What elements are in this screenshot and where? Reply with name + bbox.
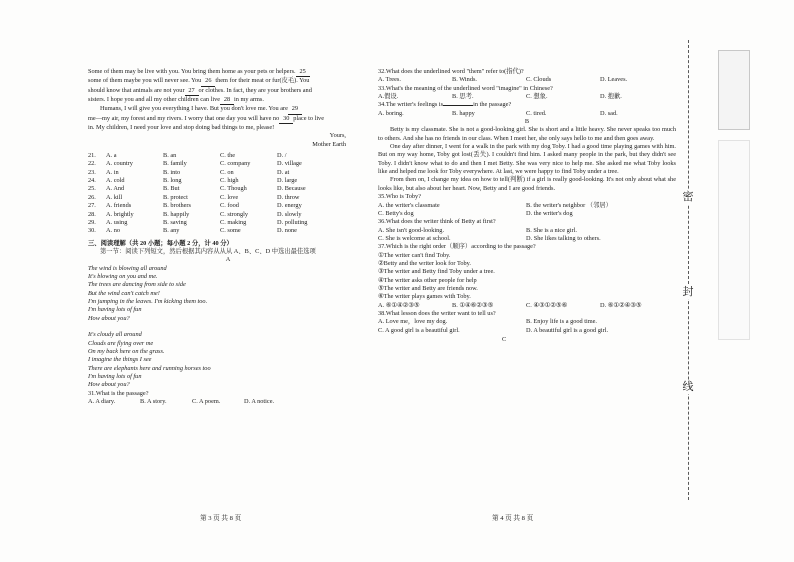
- passage-line: Humans, I will give you everything I have. But you don't love me. You are 29: [88, 105, 368, 114]
- option: C. ④③①②⑤⑥: [526, 301, 568, 309]
- question-number: 30.: [88, 227, 96, 235]
- poem-line: How about you?: [88, 381, 130, 389]
- poem-line: [88, 323, 368, 331]
- option: D. Leaves.: [600, 76, 628, 84]
- option: B. into: [163, 168, 181, 176]
- poem-line: The trees are dancing from side to side: [88, 281, 186, 289]
- question-36: 36.What does the writer think of Betty at first?: [378, 218, 496, 226]
- question-36-options: [378, 235, 676, 243]
- poem-line: It's cloudy all around: [88, 331, 142, 339]
- poem-line: I imagine the things I see: [88, 356, 152, 364]
- binding-mark: 密: [682, 191, 694, 203]
- question-31: 31.What is the passage?: [88, 389, 149, 397]
- option: B. long: [163, 177, 182, 185]
- option: C. 想象.: [526, 93, 548, 101]
- question-number: 22.: [88, 160, 96, 168]
- option: D. ⑥①②④③⑤: [600, 301, 642, 309]
- option: A.假设.: [378, 93, 399, 101]
- option: A. boring.: [378, 109, 404, 117]
- poem-line: There are elephants here and running horses too: [88, 364, 211, 372]
- question-35: 35.Who is Toby?: [378, 193, 421, 201]
- option: B. Winds.: [452, 76, 477, 84]
- option: B. an: [163, 152, 177, 160]
- binding-mark: 线: [682, 381, 694, 393]
- question-33: 33.What's the meaning of the underlined word "imagine" in Chinese?: [378, 84, 553, 92]
- order-item: ⑥The writer plays games with Toby.: [378, 293, 471, 301]
- cloze-options: [88, 152, 368, 235]
- option: C. the: [220, 152, 236, 160]
- question-number: 23.: [88, 168, 96, 176]
- question-34-options: [378, 110, 676, 118]
- seal-box: [718, 50, 750, 130]
- option: C. some: [220, 227, 241, 235]
- option: D. throw: [277, 193, 300, 201]
- option: D. polluting: [277, 218, 308, 226]
- passage-b-paragraph: From then on, I change my idea on how to tell(判断) if a girl is really good-looking. It's not only about what she looks like, but also about her heart. Now, Betty and I are good friends.: [378, 176, 676, 192]
- option: D. at: [277, 168, 290, 176]
- option: A. friends: [106, 202, 132, 210]
- question-number: 28.: [88, 210, 96, 218]
- seal-box: [718, 140, 750, 340]
- option: D. 抱歉.: [600, 93, 622, 101]
- option: B. A story.: [140, 398, 167, 406]
- order-item: ④The writer asks other people for help: [378, 276, 477, 284]
- cloze-row: [88, 202, 368, 210]
- option: A. She isn't good-looking.: [378, 226, 445, 234]
- option: B. happy: [452, 109, 475, 117]
- passage-b-label: B: [524, 118, 530, 126]
- cloze-row: [88, 160, 368, 168]
- option: C. Clouds: [526, 76, 552, 84]
- option: A. A diary.: [88, 398, 116, 406]
- option: D. energy: [277, 202, 302, 210]
- question-37: 37.Which is the right order（顺序）according to the passage?: [378, 243, 536, 251]
- page-number-left: 第 3 页 共 8 页: [200, 515, 242, 522]
- question-32-options: [378, 76, 676, 84]
- left-page: [88, 68, 368, 406]
- option: D. /: [277, 152, 287, 160]
- option: A. Trees.: [378, 76, 401, 84]
- order-item: ⑤The writer and Betty are friends now.: [378, 284, 478, 292]
- option: C. high: [220, 177, 239, 185]
- question-31-options: [88, 398, 368, 406]
- option: B. brothers: [163, 202, 191, 210]
- passage-b-paragraph: One day after dinner, I went for a walk in the park with my dog Toby. I had a good time playing games with him. But on my way home, Toby got lost(丢失). I couldn't find him. I asked many people in the park, but they didn't see Toby. I didn't know what to do and then I met Betty. She was very nice to help me. She asked me what Toby looks like and helped me look for Toby everywhere. At last, we were happy to find Toby under a tree.: [378, 143, 676, 176]
- question-38: 38.What lesson does the writer want to tell us?: [378, 309, 496, 317]
- question-number: 26.: [88, 193, 96, 201]
- cloze-row: [88, 211, 368, 219]
- right-page: [378, 68, 676, 344]
- option: D. slowly: [277, 210, 302, 218]
- option: A. Love me，love my dog.: [378, 318, 448, 326]
- poem: [88, 265, 368, 390]
- question-34: 34.The writer's feelings is in the passage?: [378, 101, 512, 109]
- blank-25: 25: [296, 68, 310, 77]
- cloze-row: [88, 194, 368, 202]
- option: D. A beautiful girl is a good girl.: [526, 326, 609, 334]
- poem-line: I'm having lots of fun: [88, 373, 142, 381]
- question-36-options: [378, 227, 676, 235]
- cloze-row: [88, 219, 368, 227]
- question-33-options: [378, 93, 676, 101]
- option: B. She is a nice girl.: [526, 226, 577, 234]
- option: A. ⑥①④②③⑤: [378, 301, 420, 309]
- option: C. making: [220, 218, 247, 226]
- option: D. Because: [277, 185, 306, 193]
- passage-line: in. My children, I need your love and stop doing bad things to me, please!: [88, 124, 275, 132]
- section-title: 三、阅读理解（共 20 小题；每小题 2 分，计 40 分）: [88, 239, 233, 247]
- signature-mother-earth: Mother Earth: [312, 140, 346, 148]
- question-37-options: [378, 302, 676, 310]
- poem-line: How about you?: [88, 314, 130, 322]
- cloze-row: [88, 227, 368, 235]
- option: B. protect: [163, 193, 188, 201]
- blank-28: 28: [220, 96, 234, 105]
- poem-line: It's blowing on you and me.: [88, 272, 158, 280]
- option: A. kill: [106, 193, 123, 201]
- option: B. But: [163, 185, 180, 193]
- option: D. village: [277, 160, 302, 168]
- passage-b-paragraph: Betty is my classmate. She is not a good-looking girl. She is short and a little heavy. She never speaks too much to others. And she has no friends in our class. When I meet her, she only says hello to me and then goes away.: [378, 126, 676, 142]
- option: C. food: [220, 202, 239, 210]
- option: A. in: [106, 168, 119, 176]
- option: B. 思考.: [452, 93, 474, 101]
- option: D. the writer's dog: [526, 209, 573, 217]
- passage-a-label: A: [225, 256, 231, 264]
- option: A. no: [106, 227, 120, 235]
- poem-line: On my back here on the grass.: [88, 348, 165, 355]
- binding-strip: [682, 40, 794, 510]
- poem-line: Clouds are flying over me: [88, 339, 154, 347]
- option: C. love: [220, 193, 239, 201]
- option: A. cold: [106, 177, 125, 185]
- binding-line: [688, 40, 689, 500]
- poem-line: I'm having lots of fun: [88, 306, 142, 314]
- passage-line: sisters. I hope you and all my other children can live 28 in my arms.: [88, 96, 368, 105]
- passage-line: should know that animals are not your 27 or clothes. In fact, they are your brothers and: [88, 87, 368, 96]
- option: C. She is welcome at school.: [378, 234, 451, 242]
- question-35-options: [378, 202, 676, 210]
- signature-yours: Yours,: [329, 132, 346, 140]
- blank-29: 29: [288, 105, 302, 114]
- question-38-options: [378, 327, 676, 335]
- cloze-row: [88, 177, 368, 185]
- order-item: ③The writer and Betty find Toby under a tree.: [378, 268, 495, 276]
- blank-30: 30: [279, 115, 293, 124]
- option: C. A good girl is a beautiful girl.: [378, 326, 460, 334]
- option: B. ①④⑥②③⑤: [452, 301, 494, 309]
- page-number-right: 第 4 页 共 8 页: [492, 515, 534, 522]
- passage-line: Some of them may be live with you. You bring them home as your pets or helpers. 25: [88, 68, 368, 77]
- passage-line: me—my air, my forest and my rivers. I worry that one day you will have no 30 place to live: [88, 115, 368, 124]
- blank-27: 27: [185, 87, 199, 96]
- option: D. She likes talking to others.: [526, 234, 601, 242]
- question-32: 32.What does the underlined word "them" refer to(指代)?: [378, 68, 524, 75]
- option: B. Enjoy life is a good time.: [526, 318, 598, 326]
- cloze-row: [88, 169, 368, 177]
- option: C. on: [220, 168, 234, 176]
- option: C. A poem.: [192, 398, 221, 406]
- option: A. the writer's classmate: [378, 201, 440, 209]
- option: C. Though: [220, 185, 247, 193]
- question-38-options: [378, 318, 676, 326]
- option: C. tired.: [526, 109, 547, 117]
- option: A. using: [106, 218, 128, 226]
- option: B. happily: [163, 210, 190, 218]
- passage-line: some of them maybe you will never see. You 26 them for their meat or fur(皮毛). You: [88, 77, 368, 86]
- option: A. country: [106, 160, 133, 168]
- order-item: ②Betty and the writer look for Toby.: [378, 259, 471, 267]
- question-37-items: [378, 252, 676, 302]
- blank-26: 26: [201, 77, 215, 86]
- section-instruction: 第一节：阅读下列短文，然后根据其内容从从从 A、B、C、D 中选出最佳选项: [100, 247, 316, 255]
- option: A. And: [106, 185, 125, 193]
- option: C. strongly: [220, 210, 248, 218]
- question-number: 29.: [88, 218, 96, 226]
- poem-line: I'm jumping in the leaves. I'm kicking them too.: [88, 297, 208, 305]
- option: B. family: [163, 160, 187, 168]
- question-number: 25.: [88, 185, 96, 193]
- cloze-row: [88, 185, 368, 193]
- question-number: 21.: [88, 152, 96, 160]
- option: D. large: [277, 177, 298, 185]
- question-number: 27.: [88, 202, 96, 210]
- order-item: ①The writer can't find Toby.: [378, 251, 451, 259]
- question-number: 24.: [88, 177, 96, 185]
- cloze-row: [88, 152, 368, 160]
- option: D. A notice.: [244, 398, 275, 406]
- option: B. the writer's neighbor （邻居）: [526, 201, 612, 209]
- option: C. company: [220, 160, 251, 168]
- option: B. any: [163, 227, 180, 235]
- poem-line: The wind is blowing all around: [88, 264, 167, 272]
- option: A. brightly: [106, 210, 134, 218]
- option: C. Betty's dog: [378, 209, 414, 217]
- binding-mark: 封: [682, 286, 694, 298]
- poem-line: But the wind can't catch me!: [88, 289, 160, 297]
- option: A. a: [106, 152, 117, 160]
- option: D. sad.: [600, 109, 618, 117]
- answer-mark: C: [502, 336, 507, 343]
- question-35-options: [378, 210, 676, 218]
- option: D. none: [277, 227, 297, 235]
- option: B. saving: [163, 218, 187, 226]
